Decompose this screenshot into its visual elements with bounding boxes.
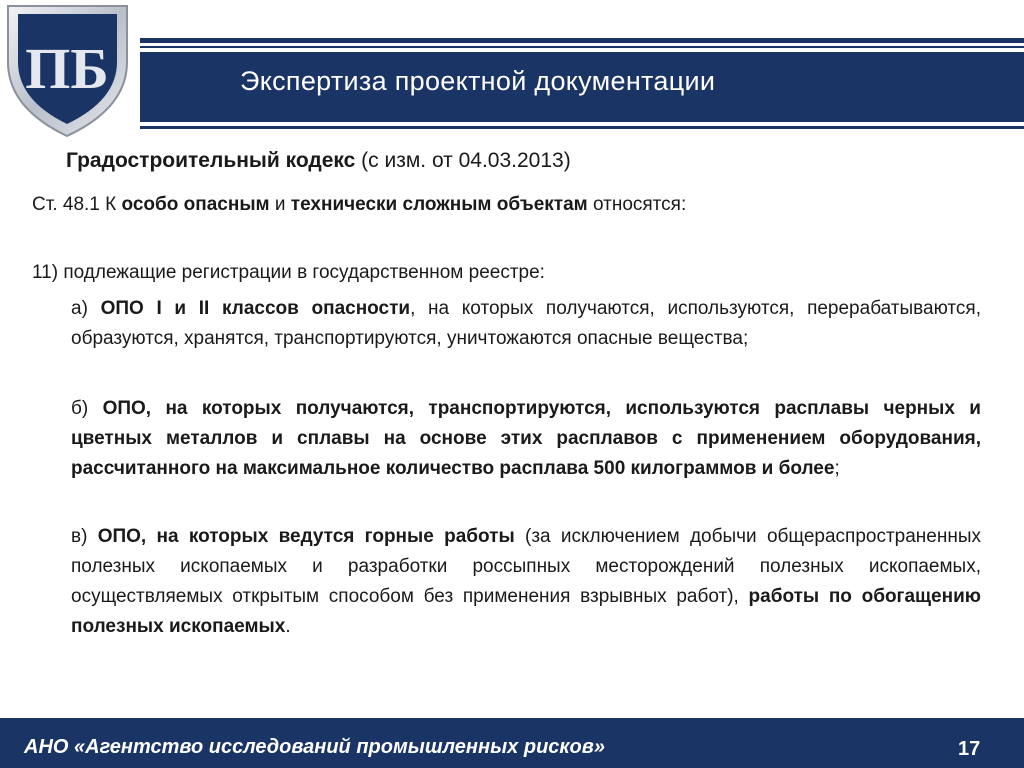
slide-title: Экспертиза проектной документации bbox=[240, 66, 716, 96]
page-number: 17 bbox=[958, 738, 981, 760]
header-line-top bbox=[140, 38, 1024, 43]
shield-logo-icon bbox=[0, 0, 135, 140]
article-line: Ст. 48.1 К особо опасным и технически сложным объектам относятся: bbox=[32, 194, 687, 215]
subitem-a: а) ОПО I и II классов опасности, на которых получаются, используются, перерабатываются, образуются, хранятся, транспортируются, уничтожаются опасные вещества; bbox=[71, 298, 981, 349]
header-line-bottom bbox=[140, 126, 1024, 129]
subitem-c: в) ОПО, на которых ведутся горные работы (за исключением добычи общераспространенных полезных ископаемых и разработки россыпных месторождений полезных ископаемых, осуществляемых открытым способом без применения взрывных работ), работы по обогащению полезных ископаемых. bbox=[71, 526, 982, 637]
code-heading: Градостроительный кодекс (с изм. от 04.03.2013) bbox=[66, 149, 571, 172]
subitem-b: б) ОПО, на которых получаются, транспортируются, используются расплавы черных и цветных металлов и сплавы на основе этих расплавов с применением оборудования, рассчитанного на максимальное количество расплава 500 килограммов и более; bbox=[71, 398, 981, 479]
footer-org: АНО «Агентство исследований промышленных рисков» bbox=[24, 736, 605, 758]
item-11: 11) подлежащие регистрации в государственном реестре: bbox=[32, 262, 545, 283]
header-line-thin bbox=[140, 46, 1024, 48]
logo-text: ПБ bbox=[25, 36, 109, 101]
